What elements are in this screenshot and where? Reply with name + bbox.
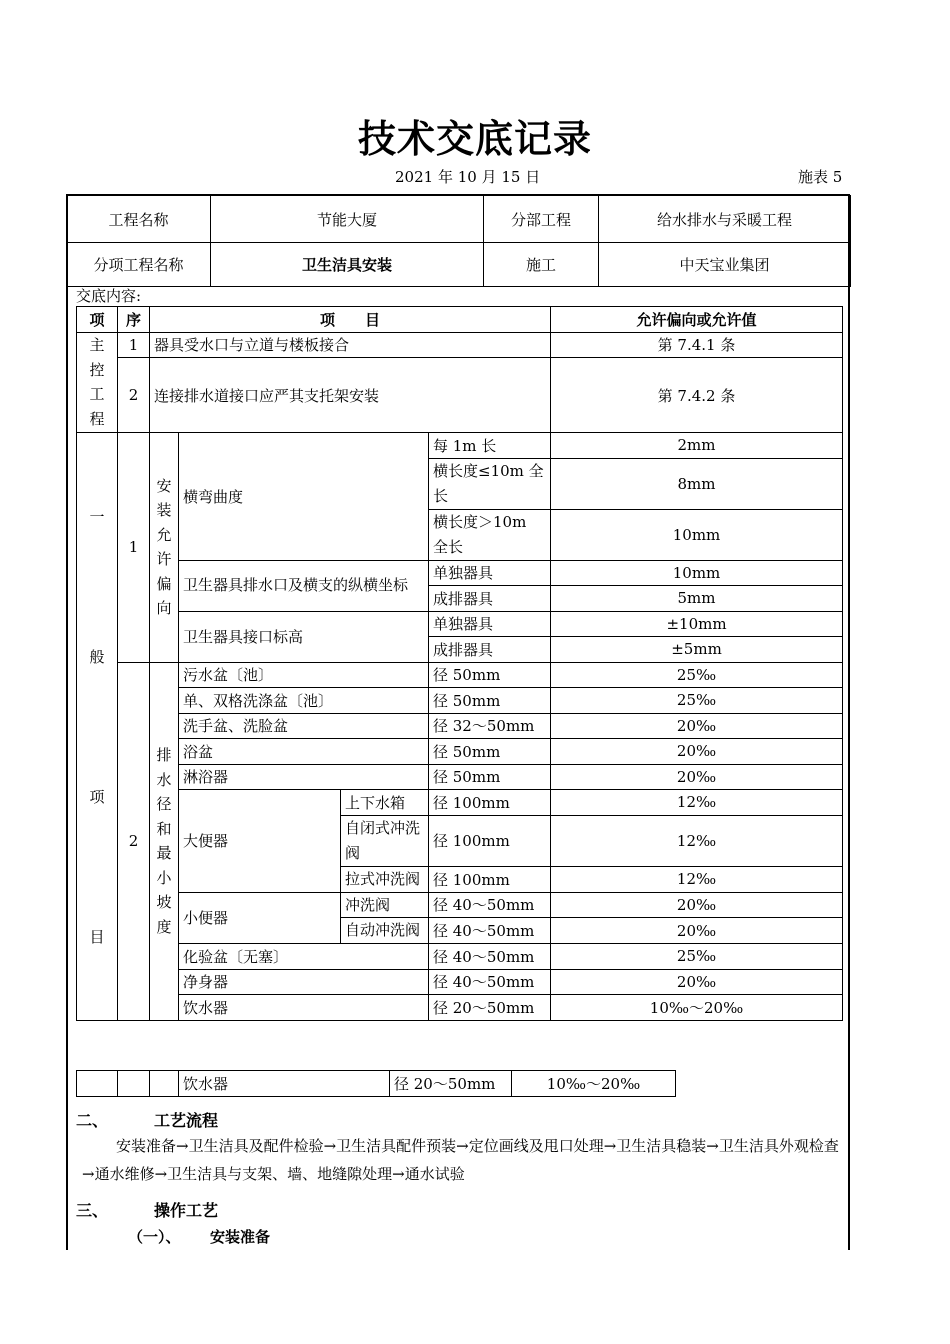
toilet-label: 大便器 bbox=[179, 790, 341, 893]
fixture-name: 浴盆 bbox=[179, 739, 429, 765]
diameter: 径 40～50mm bbox=[429, 944, 551, 970]
record-date: 2021 年 10 月 15 日 bbox=[395, 168, 541, 186]
diameter: 径 20～50mm bbox=[390, 1071, 512, 1097]
fixture-name: 化验盆〔无塞〕 bbox=[179, 944, 429, 970]
condition: 成排器具 bbox=[429, 637, 551, 663]
urinal-subtype: 自动冲洗阀 bbox=[341, 918, 429, 944]
subitem-label: 分项工程名称 bbox=[67, 243, 211, 287]
group1-seq: 1 bbox=[118, 433, 150, 663]
condition: 每 1m 长 bbox=[429, 433, 551, 459]
value: 2mm bbox=[551, 433, 843, 459]
value: 10mm bbox=[551, 509, 843, 560]
diameter: 径 100mm bbox=[429, 866, 551, 892]
fixture-name: 单、双格洗涤盆〔池〕 bbox=[179, 688, 429, 714]
urinal-label: 小便器 bbox=[179, 892, 341, 944]
slope: 10‰～20‰ bbox=[551, 995, 843, 1021]
main-row-seq: 2 bbox=[118, 358, 150, 433]
empty-cell bbox=[150, 1071, 179, 1097]
division-label: 分部工程 bbox=[484, 196, 599, 243]
slope: 12‰ bbox=[551, 866, 843, 892]
slope: 10‰～20‰ bbox=[512, 1071, 676, 1097]
group2-label: 排水径和最小坡度 bbox=[150, 662, 179, 1020]
diameter: 径 100mm bbox=[429, 790, 551, 816]
value: 5mm bbox=[551, 586, 843, 612]
urinal-subtype: 冲洗阀 bbox=[341, 892, 429, 918]
slope: 12‰ bbox=[551, 790, 843, 816]
col-header-seq: 序 bbox=[118, 307, 150, 333]
diameter: 径 50mm bbox=[429, 688, 551, 714]
diameter: 径 50mm bbox=[429, 739, 551, 765]
condition: 单独器具 bbox=[429, 560, 551, 586]
main-row-seq: 1 bbox=[118, 332, 150, 358]
slope: 12‰ bbox=[551, 815, 843, 866]
subitem-value: 卫生洁具安装 bbox=[211, 243, 484, 287]
diameter: 径 50mm bbox=[429, 764, 551, 790]
slope: 20‰ bbox=[551, 918, 843, 944]
main-row-item: 器具受水口与立道与楼板接合 bbox=[150, 332, 551, 358]
condition: 单独器具 bbox=[429, 611, 551, 637]
fixture-name: 淋浴器 bbox=[179, 764, 429, 790]
diameter: 径 40～50mm bbox=[429, 892, 551, 918]
section3-number: 三、 bbox=[76, 1201, 109, 1220]
horizontal-curvature: 横弯曲度 bbox=[179, 433, 429, 561]
value: ±5mm bbox=[551, 637, 843, 663]
section2-title: 工艺流程 bbox=[154, 1111, 219, 1130]
process-flow-text: 安装准备→卫生洁具及配件检验→卫生洁具配件预装→定位画线及甩口处理→卫生洁具稳装→卫生洁具外观检查→通水维修→卫生洁具与支架、墙、地缝隙处理→通水试验 bbox=[82, 1137, 839, 1183]
section2-number: 二、 bbox=[76, 1111, 109, 1130]
slope: 25‰ bbox=[551, 662, 843, 688]
fixture-name: 净身器 bbox=[179, 969, 429, 995]
subsection1-number: （一）、 bbox=[128, 1228, 181, 1246]
diameter: 径 32～50mm bbox=[429, 713, 551, 739]
slope: 25‰ bbox=[551, 944, 843, 970]
toilet-subtype: 上下水箱 bbox=[341, 790, 429, 816]
slope: 20‰ bbox=[551, 969, 843, 995]
main-row-value: 第 7.4.1 条 bbox=[551, 332, 843, 358]
page-title: 技术交底记录 bbox=[357, 117, 592, 161]
condition: 横长度≤10m 全长 bbox=[429, 458, 551, 509]
empty-cell bbox=[118, 1071, 150, 1097]
value: 10mm bbox=[551, 560, 843, 586]
col-header-project: 项 目 bbox=[150, 307, 551, 333]
slope: 25‰ bbox=[551, 688, 843, 714]
diameter: 径 40～50mm bbox=[429, 918, 551, 944]
construction-value: 中天宝业集团 bbox=[599, 243, 851, 287]
project-name-label: 工程名称 bbox=[67, 196, 211, 243]
condition: 横长度＞10m 全长 bbox=[429, 509, 551, 560]
form-number: 施表 5 bbox=[798, 168, 843, 186]
fixture-name: 饮水器 bbox=[179, 1071, 390, 1097]
main-row-item: 连接排水道接口应严其支托架安装 bbox=[150, 358, 551, 433]
fixture-name: 饮水器 bbox=[179, 995, 429, 1021]
slope: 20‰ bbox=[551, 713, 843, 739]
general-label: 一 般 项 目 bbox=[77, 433, 118, 1021]
tolerance-table bbox=[76, 306, 843, 1021]
col-header-allowance: 允许偏向或允许值 bbox=[551, 307, 843, 333]
fixture-name: 洗手盆、洗脸盆 bbox=[179, 713, 429, 739]
content-label: 交底内容: bbox=[76, 287, 142, 305]
group1-label: 安装允许偏向 bbox=[150, 433, 179, 663]
diameter: 径 20～50mm bbox=[429, 995, 551, 1021]
extra-row-table bbox=[76, 1070, 676, 1097]
slope: 20‰ bbox=[551, 739, 843, 765]
empty-cell bbox=[77, 1071, 118, 1097]
construction-label: 施工 bbox=[484, 243, 599, 287]
header-table bbox=[66, 195, 851, 287]
main-row-value: 第 7.4.2 条 bbox=[551, 358, 843, 433]
section3-title: 操作工艺 bbox=[154, 1201, 219, 1220]
interface-elevation: 卫生器具接口标高 bbox=[179, 611, 429, 662]
slope: 20‰ bbox=[551, 892, 843, 918]
toilet-subtype: 拉式冲洗阀 bbox=[341, 866, 429, 892]
diameter: 径 40～50mm bbox=[429, 969, 551, 995]
main-control-label: 主控工程 bbox=[77, 332, 118, 433]
slope: 20‰ bbox=[551, 764, 843, 790]
group2-seq: 2 bbox=[118, 662, 150, 1020]
project-name: 节能大厦 bbox=[211, 196, 484, 243]
diameter: 径 100mm bbox=[429, 815, 551, 866]
value: 8mm bbox=[551, 458, 843, 509]
subsection1-title: 安装准备 bbox=[210, 1228, 271, 1246]
diameter: 径 50mm bbox=[429, 662, 551, 688]
toilet-subtype: 自闭式冲洗阀 bbox=[341, 815, 429, 866]
col-header-item: 项 bbox=[77, 307, 118, 333]
value: ±10mm bbox=[551, 611, 843, 637]
fixture-name: 污水盆〔池〕 bbox=[179, 662, 429, 688]
division-value: 给水排水与采暖工程 bbox=[599, 196, 851, 243]
condition: 成排器具 bbox=[429, 586, 551, 612]
outlet-coordinate: 卫生器具排水口及横支的纵横坐标 bbox=[179, 560, 429, 611]
